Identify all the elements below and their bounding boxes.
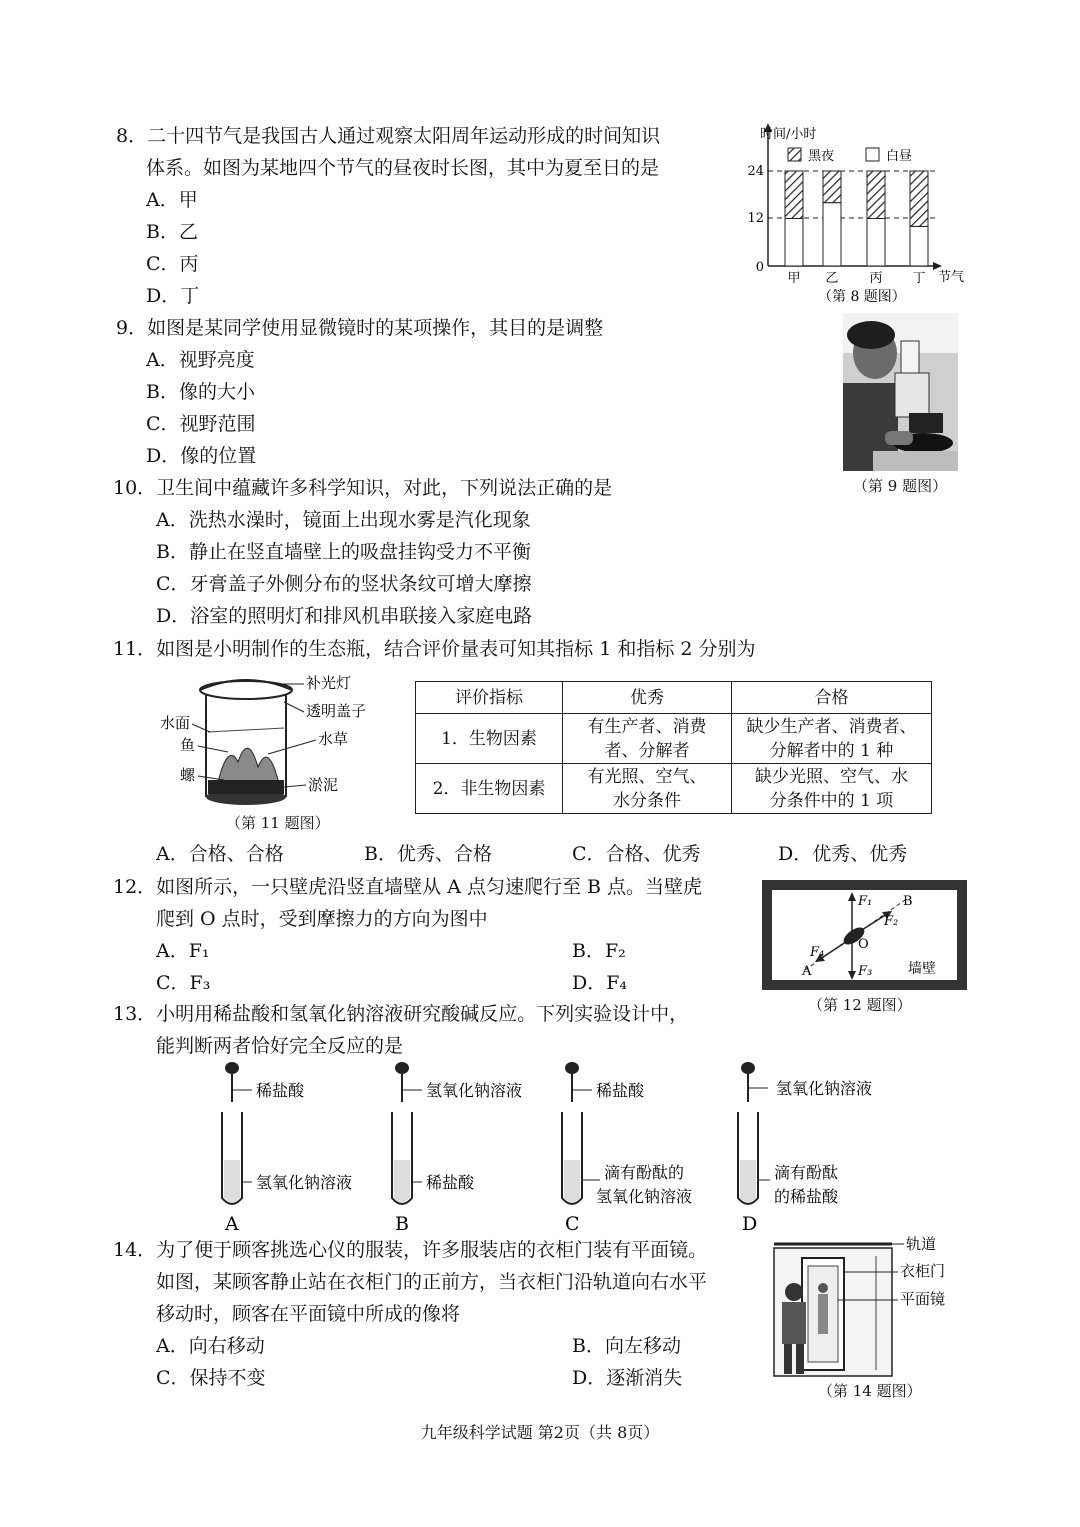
q8-option-c: C．丙 [146,253,199,275]
xtick-label-1: 乙 [825,271,839,286]
table-row [416,714,932,764]
bar-night-0 [785,171,803,219]
q11-stem: 11．如图是小明制作的生态瓶，结合评价量表可知其指标 1 和指标 2 分别为 [113,638,756,660]
label-o: O [858,937,869,952]
q10-option-d: D．浴室的照明灯和排风机串联接入家庭电路 [156,605,533,627]
table-cell: 者、分解者 [604,740,690,761]
q11-option-b: B．优秀、合格 [364,843,492,865]
bar-day-3 [910,226,928,266]
q11-option-d: D．优秀、优秀 [778,843,908,865]
xtick-label-2: 丙 [869,271,883,286]
q14-option-d: D．逐渐消失 [572,1367,683,1389]
table-header-excellent: 优秀 [563,682,732,714]
label-lid: 透明盖子 [306,702,367,720]
q14-wardrobe-figure [768,1232,968,1380]
bar-night-2 [867,171,885,219]
q9-option-d: D．像的位置 [146,445,257,467]
table-header-pass: 合格 [732,682,932,714]
q8-daynight-chart [730,118,980,313]
ytick-24: 24 [747,164,764,179]
label-snail: 螺 [180,766,196,784]
x-axis-label: 节气 [938,270,965,285]
q9-option-a: A．视野亮度 [146,349,255,371]
q14-option-c: C．保持不变 [156,1367,266,1389]
tube-label-c-line1: 滴有酚酞的 [604,1163,685,1182]
bar-day-0 [785,219,803,267]
q12-option-b: B．F₂ [572,940,626,962]
q8-caption: （第 8 题图） [818,289,906,305]
table-header-indicator: 评价指标 [416,682,563,714]
q9-option-c: C．视野范围 [146,413,256,435]
q12-stem-line1: 12．如图所示，一只壁虎沿竖直墙壁从 A 点匀速爬行至 B 点。当壁虎 [113,876,703,898]
bar-night-1 [823,171,841,203]
label-fish: 鱼 [180,736,196,754]
label-f1: F₁ [858,894,873,909]
dropper-label-c: 稀盐酸 [596,1081,645,1100]
q11-option-c: C．合格、优秀 [572,843,701,865]
label-a: A [802,964,812,979]
table-cell: 缺少生产者、消费者、 [746,716,917,737]
setup-b [392,1062,522,1235]
q8-option-b: B．乙 [146,221,198,243]
label-wall: 墙壁 [908,961,936,977]
legend-day-label: 白昼 [886,149,913,164]
q13-experiment-figure [200,1060,920,1238]
q11-caption: （第 11 题图） [226,814,330,832]
table-cell: 分解者中的 1 种 [769,740,894,761]
q14-option-b: B．向左移动 [572,1335,681,1357]
q11-ecobottle-figure [158,672,398,812]
label-f4: F₄ [810,945,825,960]
xtick-label-0: 甲 [787,271,801,286]
setup-d [738,1062,872,1235]
table-cell: 1．生物因素 [416,714,563,764]
y-axis-label: 时间/小时 [760,127,817,142]
q14-stem-line2: 如图，某顾客静止站在衣柜门的正前方，当衣柜门沿轨道向右水平 [156,1271,708,1293]
q8-option-d: D．丁 [146,285,200,307]
q14-stem-line3: 移动时，顾客在平面镜中所成的像将 [156,1303,461,1325]
table-cell: 2．非生物因素 [416,764,563,814]
bar-night-3 [910,171,928,226]
label-water: 水面 [160,714,191,732]
q8-option-a: A．甲 [146,189,198,211]
q14-caption: （第 14 题图） [818,1382,922,1400]
q11-option-a: A．合格、合格 [156,843,284,865]
q8-stem-line1: 8．二十四节气是我国古人通过观察太阳周年运动形成的时间知识 [116,125,661,147]
xtick-label-3: 丁 [912,271,926,286]
tube-label-d-line2: 的稀盐酸 [774,1187,839,1206]
q9-option-b: B．像的大小 [146,381,255,403]
q13-stem-line1: 13．小明用稀盐酸和氢氧化钠溶液研究酸碱反应。下列实验设计中， [113,1003,689,1025]
q14-stem-line1: 14．为了便于顾客挑选心仪的服装，许多服装店的衣柜门装有平面镜。 [113,1239,708,1261]
q10-option-c: C．牙膏盖子外侧分布的竖状条纹可增大摩擦 [156,573,532,595]
label-door: 衣柜门 [900,1262,946,1280]
q10-option-b: B．静止在竖直墙壁上的吸盘挂钩受力不平衡 [156,541,531,563]
legend-day-swatch [866,148,879,161]
q11-evaluation-table [415,681,932,814]
ytick-0: 0 [755,260,764,275]
customer-icon [785,1283,803,1301]
setup-letter-b: B [395,1213,409,1235]
page-footer: 九年级科学试题 第2页（共 8页） [420,1423,660,1442]
setup-letter-c: C [565,1213,580,1235]
table-cell: 有光照、空气、 [587,766,707,787]
q8-stem-line2: 体系。如图为某地四个节气的昼夜时长图，其中为夏至日的是 [146,157,660,179]
label-b: B [903,894,913,909]
setup-letter-a: A [225,1213,239,1235]
ytick-12: 12 [747,211,764,226]
label-f3: F₃ [858,964,873,979]
q12-gecko-figure [760,878,970,993]
q10-option-a: A．洗热水澡时，镜面上出现水雾是汽化现象 [156,509,531,531]
tube-label-d-line1: 滴有酚酞 [774,1163,839,1182]
q12-caption: （第 12 题图） [808,996,912,1014]
label-mud: 淤泥 [308,776,339,794]
dropper-label-d: 氢氧化钠溶液 [776,1079,873,1098]
table-cell: 有生产者、消费 [587,716,707,737]
label-f2: F₂ [884,914,899,929]
tube-label-c-line2: 氢氧化钠溶液 [596,1187,693,1206]
bar-day-1 [823,203,841,266]
q9-microscope-photo [843,313,958,471]
bar-day-2 [867,219,885,267]
dropper-label-b: 氢氧化钠溶液 [426,1081,523,1100]
q12-option-c: C．F₃ [156,972,211,994]
tube-label-a: 氢氧化钠溶液 [256,1173,353,1192]
q14-option-a: A．向右移动 [156,1335,265,1357]
q12-stem-line2: 爬到 O 点时，受到摩擦力的方向为图中 [156,908,488,930]
dropper-label-a: 稀盐酸 [256,1081,305,1100]
label-weed: 水草 [318,730,349,748]
q12-option-d: D．F₄ [572,972,628,994]
tube-label-b: 稀盐酸 [426,1173,475,1192]
q12-option-a: A．F₁ [156,940,210,962]
label-track: 轨道 [906,1235,937,1253]
x-axis-arrow-icon [933,262,942,270]
label-light: 补光灯 [306,674,352,692]
q10-stem: 10．卫生间中蕴藏许多科学知识，对此，下列说法正确的是 [113,477,613,499]
q13-stem-line2: 能判断两者恰好完全反应的是 [156,1035,404,1057]
setup-letter-d: D [742,1213,758,1235]
table-cell: 缺少光照、空气、水 [755,766,908,787]
legend-night-swatch [788,148,801,161]
table-cell: 水分条件 [613,790,681,811]
q9-caption: （第 9 题图） [853,477,948,495]
legend-night-label: 黑夜 [808,149,835,164]
setup-c [562,1062,692,1235]
q9-stem: 9．如图是某同学使用显微镜时的某项操作，其目的是调整 [116,317,604,339]
table-cell: 分条件中的 1 项 [769,790,894,811]
table-row [416,764,932,814]
label-mirror: 平面镜 [900,1290,946,1308]
setup-a [222,1062,352,1235]
